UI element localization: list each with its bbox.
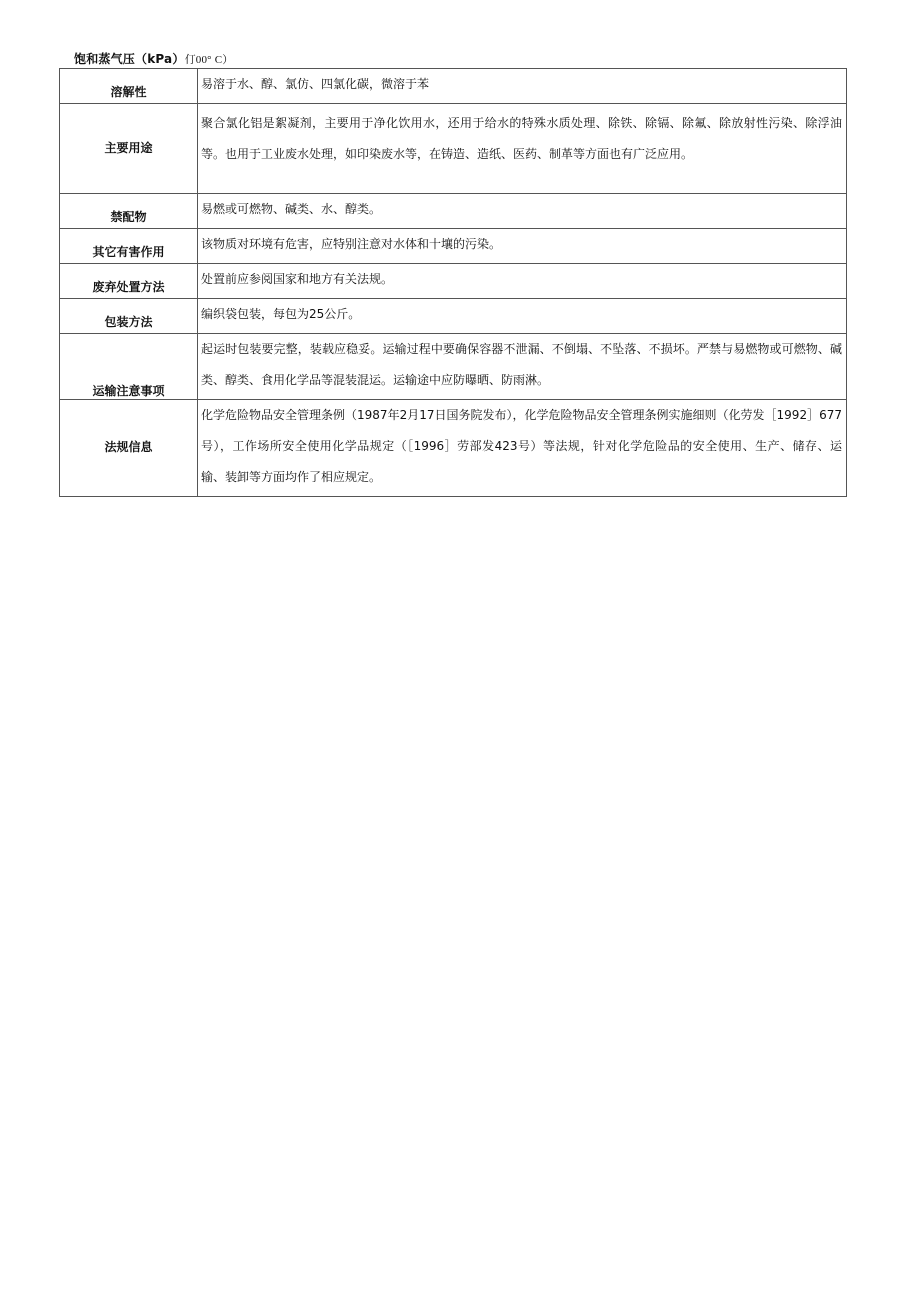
row-label-solubility: 溶解性 <box>60 69 198 104</box>
row-label-transport: 运输注意事项 <box>60 334 198 400</box>
table-row-other-hazards <box>60 229 847 264</box>
table-row-packaging <box>60 299 847 334</box>
table-row-transport <box>60 334 847 400</box>
row-label-main-uses: 主要用途 <box>60 104 198 194</box>
row-label-disposal: 废弃处置方法 <box>60 264 198 299</box>
row-value-transport: 起运时包装要完整，装载应稳妥。运输过程中要确保容器不泄漏、不倒塌、不坠落、不损坏。严禁与易燃物或可燃物、碱类、醇类、食用化学品等混装混运。运输途中应防曝晒、防雨淋。 <box>198 334 847 400</box>
vapor-pressure-heading <box>74 50 233 67</box>
table-row-solubility <box>60 69 847 104</box>
table-row-main-uses <box>60 104 847 194</box>
row-label-packaging: 包装方法 <box>60 299 198 334</box>
table-row-incompatibles <box>60 194 847 229</box>
table-row-disposal <box>60 264 847 299</box>
row-label-other-hazards: 其它有害作用 <box>60 229 198 264</box>
row-value-regulations: 化学危险物品安全管理条例（1987年2月17日国务院发布），化学危险物品安全管理条例实施细则（化劳发［1992］677号），工作场所安全使用化学品规定（［1996］劳部发423号）等法规，针对化学危险品的安全使用、生产、储存、运输、装卸等方面均作了相应规定。 <box>198 400 847 497</box>
row-value-solubility: 易溶于水、醇、氯仿、四氯化碳，微溶于苯 <box>198 69 847 104</box>
vapor-pressure-label: 饱和蒸气压（kPa） <box>74 52 185 66</box>
row-label-incompatibles: 禁配物 <box>60 194 198 229</box>
row-value-other-hazards: 该物质对环境有危害，应特别注意对水体和十壤的污染。 <box>198 229 847 264</box>
row-value-disposal: 处置前应参阅国家和地方有关法规。 <box>198 264 847 299</box>
table-row-regulations <box>60 400 847 497</box>
row-value-main-uses: 聚合氯化铝是絮凝剂，主要用于净化饮用水，还用于给水的特殊水质处理、除铁、除镉、除氟、除放射性污染、除浮油等。也用于工业废水处理，如印染废水等，在铸造、造纸、医药、制革等方面也有广泛应用。 <box>198 104 847 194</box>
row-label-regulations: 法规信息 <box>60 400 198 497</box>
row-value-packaging: 编织袋包装，每包为25公斤。 <box>198 299 847 334</box>
msds-property-table <box>59 68 847 497</box>
vapor-pressure-suffix: 仃00° C） <box>184 54 234 66</box>
row-value-incompatibles: 易燃或可燃物、碱类、水、醇类。 <box>198 194 847 229</box>
